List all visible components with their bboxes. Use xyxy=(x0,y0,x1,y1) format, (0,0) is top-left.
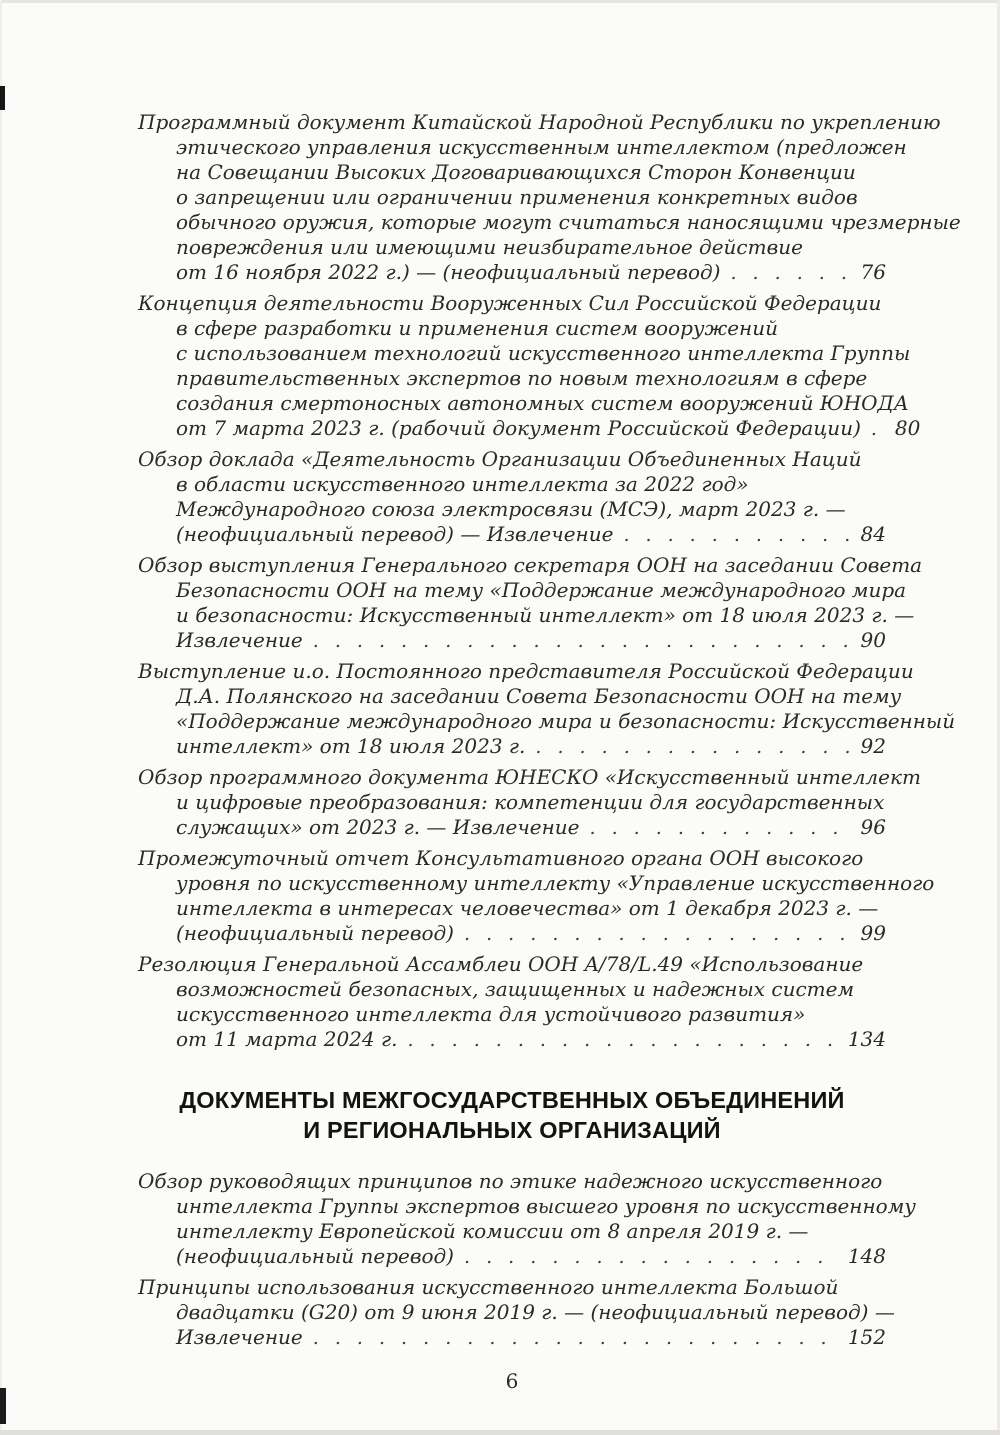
dot-leader xyxy=(590,815,853,841)
toc-entry-text: Принципы использования искусственного интеллекта Большой xyxy=(138,1275,839,1299)
toc-entry-text: интеллект» от 18 июля 2023 г. xyxy=(176,734,526,758)
toc-entry-text: Извлечение xyxy=(176,628,303,652)
dot-leader xyxy=(730,260,852,286)
toc-entry-text: интеллекта в интересах человечества» от 1 декабря 2023 г. — xyxy=(176,896,879,920)
page-number: 6 xyxy=(505,1369,519,1393)
dot-leader xyxy=(623,522,852,548)
toc-entry xyxy=(138,659,956,760)
toc-page-number: 134 xyxy=(847,1027,886,1051)
toc-entry xyxy=(138,553,923,654)
toc-entry-text: в сфере разработки и применения систем вооружений xyxy=(176,316,778,340)
toc-entry-text: Д.А. Полянского на заседании Совета Безопасности ООН на тему xyxy=(176,684,902,708)
toc-page-number: 80 xyxy=(894,416,921,440)
dot-leader xyxy=(313,1325,840,1351)
toc-entry-text: интеллекту Европейской комиссии от 8 апреля 2019 г. — xyxy=(176,1219,809,1243)
toc-entry-text: «Поддержание международного мира и безопасности: Искусственный xyxy=(176,709,956,733)
toc-entry-text: Обзор руководящих принципов по этике надежного искусственного xyxy=(138,1169,883,1193)
toc-entry xyxy=(138,291,921,442)
toc-entry-text: Программный документ Китайской Народной Республики по укреплению xyxy=(138,110,941,134)
toc-entry-text: Извлечение xyxy=(176,1325,303,1349)
toc-entry-text: Концепция деятельности Вооруженных Сил Российской Федерации xyxy=(138,291,882,315)
toc xyxy=(138,110,961,1351)
toc-entry-text: в области искусственного интеллекта за 2022 год» xyxy=(176,472,749,496)
scan-edge-left xyxy=(0,0,2,1435)
toc-entry xyxy=(138,447,886,548)
toc-entry-text: от 16 ноября 2022 г.) — (неофициальный перевод) xyxy=(176,260,721,284)
scan-artifact-top-left xyxy=(0,86,5,110)
toc-entry xyxy=(138,1275,895,1351)
table-of-contents xyxy=(138,110,961,1394)
scan-edge-bottom xyxy=(0,1430,1000,1435)
toc-entry xyxy=(138,765,921,841)
toc-page-number: 92 xyxy=(860,734,886,758)
toc-entry-text: Безопасности ООН на тему «Поддержание международного мира xyxy=(176,578,907,602)
toc-page-number: 76 xyxy=(860,260,886,284)
toc-entry-text: этического управления искусственным интеллектом (предложен xyxy=(176,135,907,159)
section-heading-line: ДОКУМЕНТЫ МЕЖГОСУДАРСТВЕННЫХ ОБЪЕДИНЕНИЙ xyxy=(179,1087,845,1113)
toc-entry-text: от 11 марта 2024 г. xyxy=(176,1027,398,1051)
toc-page-number: 96 xyxy=(860,815,886,839)
section-heading xyxy=(138,1085,886,1145)
toc-entry-text: правительственных экспертов по новым технологиям в сфере xyxy=(176,366,868,390)
scan-edge-top xyxy=(0,0,1000,3)
toc-page-number: 99 xyxy=(860,921,886,945)
toc-entry-text: с использованием технологий искусственного интеллекта Группы xyxy=(176,341,911,365)
toc-entry-text: и безопасности: Искусственный интеллект» от 18 июля 2023 г. — xyxy=(176,603,915,627)
toc-entry-text: Международного союза электросвязи (МСЭ), март 2023 г. — xyxy=(176,497,846,521)
toc-entry-text: обычного оружия, которые могут считаться наносящими чрезмерные xyxy=(176,210,961,234)
dot-leader xyxy=(464,921,853,947)
dot-leader xyxy=(535,734,852,760)
dot-leader xyxy=(464,1244,840,1270)
toc-entry-text: Обзор выступления Генерального секретаря ООН на заседании Совета xyxy=(138,553,923,577)
toc-entry-text: уровня по искусственному интеллекту «Управление искусственного xyxy=(176,871,935,895)
toc-entry-text: служащих» от 2023 г. — Извлечение xyxy=(176,815,580,839)
toc-entry xyxy=(138,846,935,947)
toc-entry xyxy=(138,110,961,286)
toc-entry-text: Промежуточный отчет Консультативного органа ООН высокого xyxy=(138,846,864,870)
toc-entry-text: (неофициальный перевод) xyxy=(176,1244,454,1268)
section-heading-line: И РЕГИОНАЛЬНЫХ ОРГАНИЗАЦИЙ xyxy=(303,1117,721,1143)
toc-entry-text: возможностей безопасных, защищенных и надежных систем xyxy=(176,977,855,1001)
toc-entry-text: Обзор доклада «Деятельность Организации Объединенных Наций xyxy=(138,447,862,471)
toc-entry-text: на Совещании Высоких Договаривающихся Сторон Конвенции xyxy=(176,160,856,184)
toc-entry-text: интеллекта Группы экспертов высшего уровня по искусственному xyxy=(176,1194,916,1218)
toc-entry-text: повреждения или имеющими неизбирательное действие xyxy=(176,235,803,259)
toc-entry-text: (неофициальный перевод) — Извлечение xyxy=(176,522,614,546)
dot-leader xyxy=(407,1027,839,1053)
toc-entry-text: Обзор программного документа ЮНЕСКО «Искусственный интеллект xyxy=(138,765,921,789)
toc-entry-text: создания смертоносных автономных систем вооружений ЮНОДА xyxy=(176,391,909,415)
toc-entry xyxy=(138,952,886,1053)
dot-leader xyxy=(871,416,887,442)
toc-entry-text: от 7 марта 2023 г. (рабочий документ Российской Федерации) xyxy=(176,416,861,440)
toc-entry-text: Выступление и.о. Постоянного представителя Российской Федерации xyxy=(138,659,914,683)
toc-page-number: 90 xyxy=(860,628,886,652)
dot-leader xyxy=(313,628,853,654)
scan-artifact-bottom-left xyxy=(0,1388,6,1424)
toc-entry-text: искусственного интеллекта для устойчивого развития» xyxy=(176,1002,806,1026)
toc-entry-text: и цифровые преобразования: компетенции для государственных xyxy=(176,790,885,814)
toc-entry-text: двадцатки (G20) от 9 июня 2019 г. — (неофициальный перевод) — xyxy=(176,1300,895,1324)
toc-entry-text: (неофициальный перевод) xyxy=(176,921,454,945)
toc-entry-text: Резолюция Генеральной Ассамблеи ООН A/78/L.49 «Использование xyxy=(138,952,864,976)
toc-page-number: 148 xyxy=(847,1244,886,1268)
toc-entry-text: о запрещении или ограничении применения конкретных видов xyxy=(176,185,858,209)
toc-page-number: 152 xyxy=(847,1325,886,1349)
toc-entry xyxy=(138,1169,916,1270)
toc-page-number: 84 xyxy=(860,522,886,546)
